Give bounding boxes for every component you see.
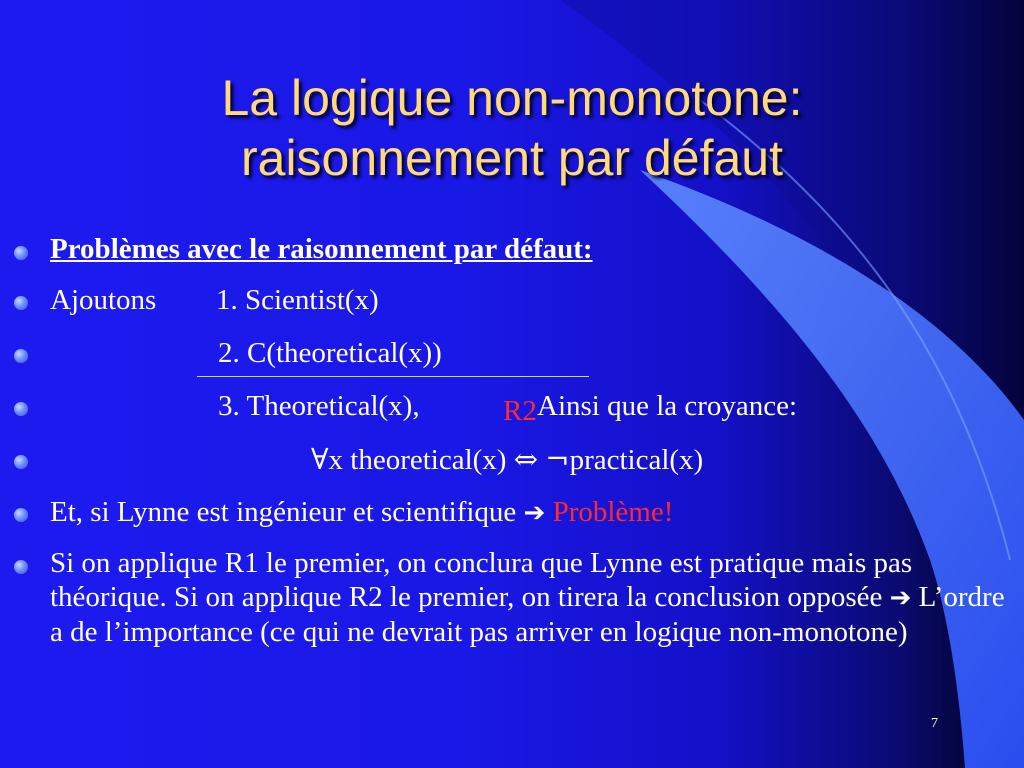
explanation-part-2: L’ordre a de l’importance (ce qui ne devrait pas arriver en logique non-monotone): [50, 581, 1005, 648]
croyance-text: Ainsi que la croyance:: [537, 390, 798, 422]
bullet-lynne: [50, 494, 673, 531]
bullet-dot: [14, 560, 28, 574]
negation-symbol: ¬: [545, 442, 570, 476]
bullet-dot: [14, 508, 28, 522]
item-c-theoretical: 2. C(theoretical(x)): [218, 337, 442, 369]
r2-label: R2: [503, 395, 537, 427]
bullet-explanation: [50, 546, 1015, 649]
ajoutons-label: Ajoutons: [50, 284, 157, 316]
formula-left: x theoretical(x): [328, 444, 507, 476]
equivalence-symbol: ⇔: [513, 442, 539, 476]
separator-rule: [197, 376, 589, 377]
title-line-1: La logique non-monotone:: [221, 70, 803, 126]
bullet-heading: Problèmes avec le raisonnement par défaut:: [50, 233, 593, 265]
bullet-dot: [14, 349, 28, 363]
forall-symbol: ∀: [311, 442, 329, 476]
probleme-text: Problème!: [552, 496, 674, 528]
arrow-right-icon: ➔: [523, 498, 546, 528]
slide-title: [0, 68, 1024, 188]
title-line-2: raisonnement par défaut: [240, 130, 784, 186]
formula-right: practical(x): [569, 444, 704, 476]
bullet-ajoutons: [50, 282, 379, 318]
page-number: 7: [931, 716, 938, 731]
formula-line: [311, 441, 703, 478]
item-theoretical: 3. Theoretical(x),: [218, 390, 420, 422]
lynne-text: Et, si Lynne est ingénieur et scientifique: [50, 496, 517, 528]
bullet-dot: [14, 402, 28, 416]
arrow-right-icon: ➔: [889, 583, 912, 613]
bullet-dot: [14, 455, 28, 469]
explanation-part-1: Si on applique R1 le premier, on conclura que Lynne est pratique mais pas théorique. Si on applique R2 le premier, on tirera la conclusion opposée: [50, 547, 913, 613]
bullet-dot: [14, 296, 28, 310]
item-scientist: 1. Scientist(x): [216, 284, 379, 316]
bullet-dot: [14, 246, 28, 260]
